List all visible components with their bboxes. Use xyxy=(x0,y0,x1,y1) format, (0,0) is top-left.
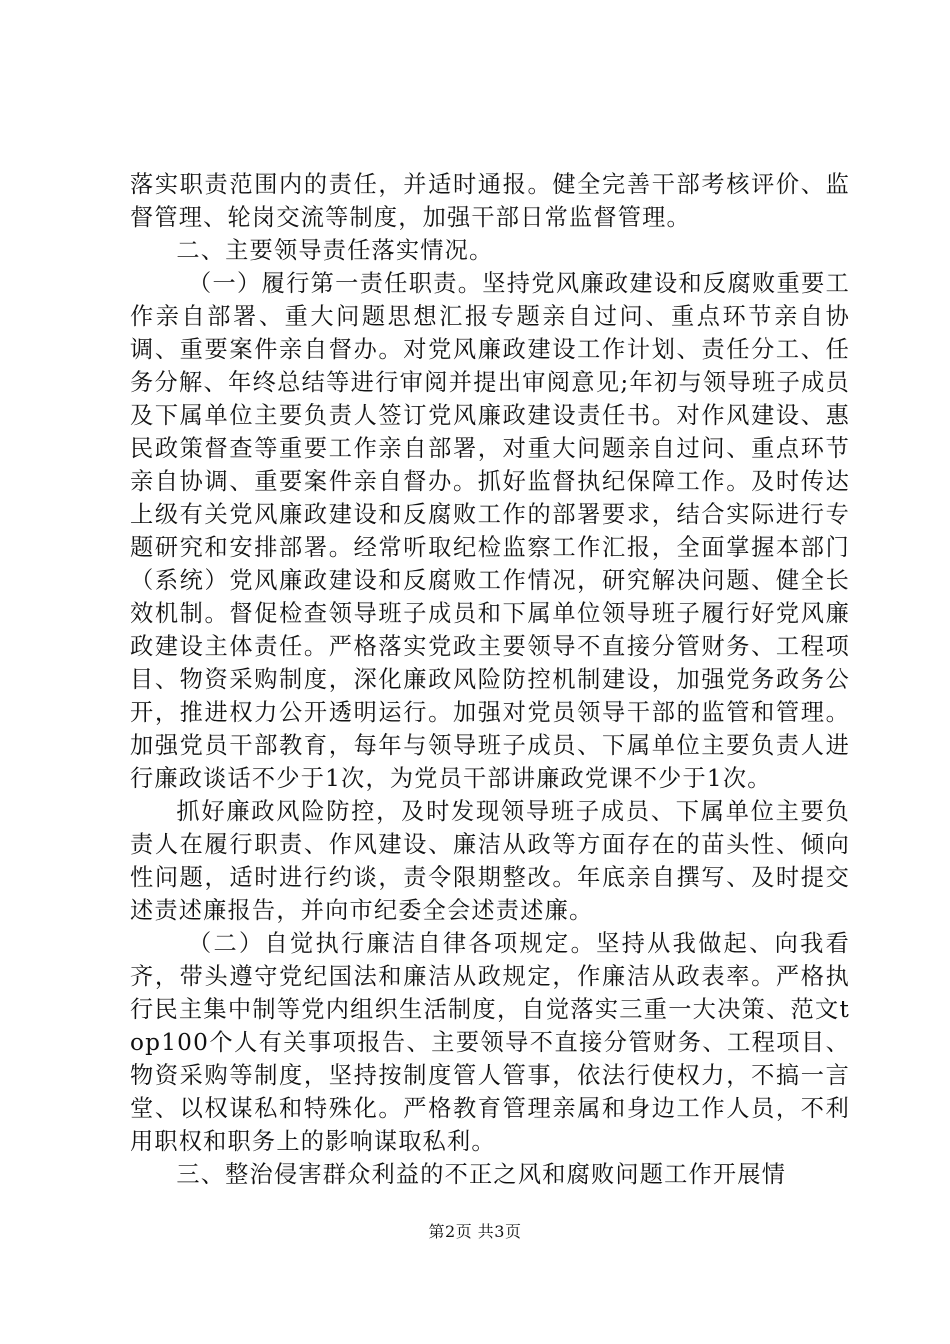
paragraph-risk-control: 抓好廉政风险防控，及时发现领导班子成员、下属单位主要负责人在履行职责、作风建设、廉洁从政等方面存在的苗头性、倾向性问题，适时进行约谈，责令限期整改。年底亲自撰写、及时提交述责述廉报告，并向市纪委全会述责述廉。 xyxy=(130,798,850,924)
page-footer: 第2页 共3页 xyxy=(428,1222,522,1241)
document-body xyxy=(130,168,850,1191)
section-heading-3: 三、整治侵害群众利益的不正之风和腐败问题工作开展情 xyxy=(176,1161,787,1188)
section-heading-2: 二、主要领导责任落实情况。 xyxy=(176,237,494,264)
paragraph-continuation: 落实职责范围内的责任，并适时通报。健全完善干部考核评价、监督管理、轮岗交流等制度，加强干部日常监督管理。 xyxy=(130,171,850,231)
paragraph-duty-1: （一）履行第一责任职责。坚持党风廉政建设和反腐败重要工作亲自部署、重大问题思想汇报专题亲自过问、重点环节亲自协调、重要案件亲自督办。对党风廉政建设工作计划、责任分工、任务分解、年终总结等进行审阅并提出审阅意见;年初与领导班子成员及下属单位主要负责人签订党风廉政建设责任书。对作风建设、惠民政策督查等重要工作亲自部署，对重大问题亲自过问、重点环节亲自协调、重要案件亲自督办。抓好监督执纪保障工作。及时传达上级有关党风廉政建设和反腐败工作的部署要求，结合实际进行专题研究和安排部署。经常听取纪检监察工作汇报，全面掌握本部门（系统）党风廉政建设和反腐败工作情况，研究解决问题、健全长效机制。督促检查领导班子成员和下属单位领导班子履行好党风廉政建设主体责任。严格落实党政主要领导不直接分管财务、工程项目、物资采购制度，深化廉政风险防控机制建设，加强党务政务公开，推进权力公开透明运行。加强对党员领导干部的监管和管理。加强党员干部教育，每年与领导班子成员、下属单位主要负责人进行廉政谈话不少于1次，为党员干部讲廉政党课不少于1次。 xyxy=(130,270,850,792)
paragraph-self-discipline: （二）自觉执行廉洁自律各项规定。坚持从我做起、向我看齐，带头遵守党纪国法和廉洁从政规定，作廉洁从政表率。严格执行民主集中制等党内组织生活制度，自觉落实三重一大决策、范文top100个人有关事项报告、主要领导不直接分管财务、工程项目、物资采购等制度，坚持按制度管人管事，依法行使权力，不搞一言堂、以权谋私和特殊化。严格教育管理亲属和身边工作人员，不利用职权和职务上的影响谋取私利。 xyxy=(130,930,850,1155)
